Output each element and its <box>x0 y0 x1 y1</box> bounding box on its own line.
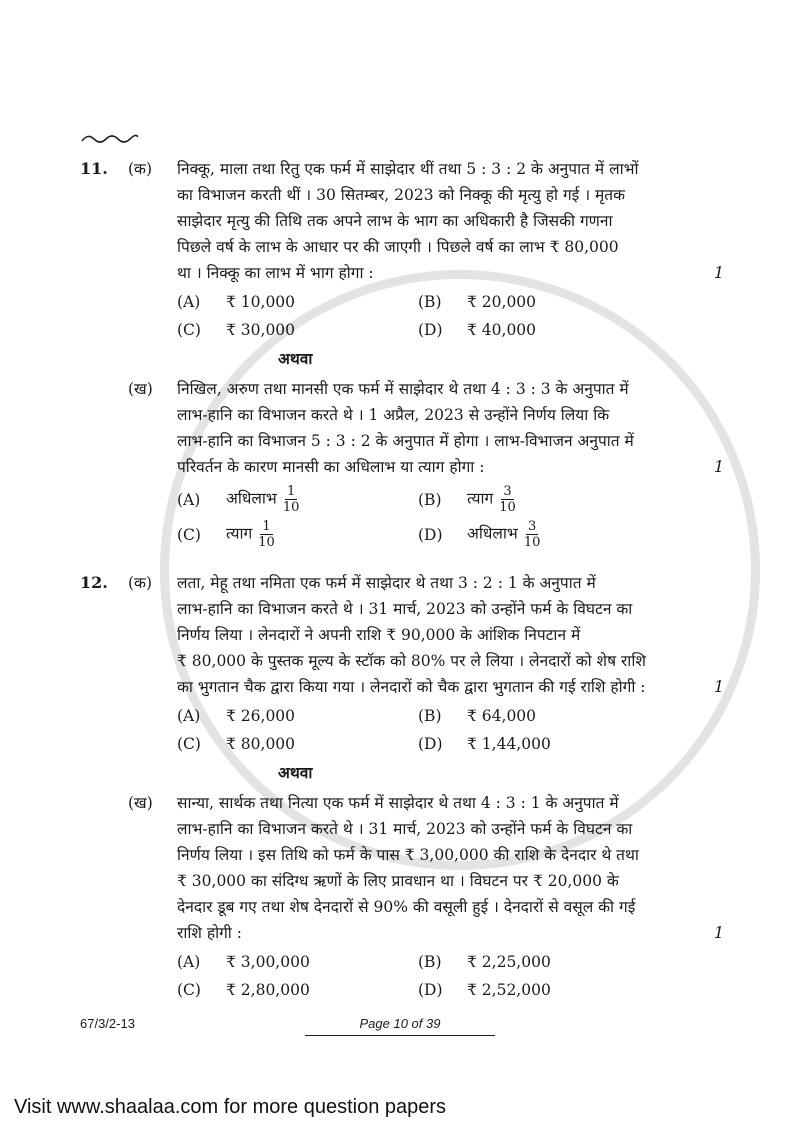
denominator: 10 <box>282 500 300 515</box>
option-label: (A) <box>177 490 201 509</box>
fraction <box>258 519 275 550</box>
denominator: 10 <box>258 535 275 550</box>
options <box>177 290 696 342</box>
option-value: ₹ 2,52,000 <box>467 981 551 999</box>
marks: 1 <box>713 923 724 942</box>
option-label: (B) <box>418 707 442 725</box>
option-b <box>418 950 696 974</box>
part-label: (ख) <box>128 380 153 398</box>
or-divider: अथवा <box>278 763 313 782</box>
option-c <box>177 978 418 1002</box>
option-d <box>418 318 696 342</box>
option-d <box>418 732 696 756</box>
option-value <box>226 519 418 550</box>
paper-code: 67/3/2-13 <box>80 1016 135 1031</box>
or-divider: अथवा <box>278 349 313 368</box>
option-c <box>177 519 418 550</box>
option-c <box>177 318 418 342</box>
text-line: परिवर्तन के कारण मानसी का अधिलाभ या त्याग होगा : <box>177 458 485 476</box>
tilde-decoration-icon <box>80 132 138 146</box>
option-text: त्याग <box>226 524 253 543</box>
option-value: ₹ 1,44,000 <box>467 735 551 753</box>
text-line: का भुगतान चैक द्वारा किया गया । लेनदारों को चैक द्वारा भुगतान की गई राशि होगी : <box>177 678 646 696</box>
text-line: पिछले वर्ष के लाभ के आधार पर की जाएगी । पिछले वर्ष का लाभ ₹ 80,000 <box>177 238 619 256</box>
site-banner-link[interactable]: Visit www.shaalaa.com for more question papers <box>14 1096 447 1118</box>
text-line: निर्णय लिया । लेनदारों ने अपनी राशि ₹ 90,000 के आंशिक निपटान में <box>177 626 581 644</box>
option-text: अधिलाभ <box>467 524 518 543</box>
spacer <box>80 550 730 570</box>
option-label: (D) <box>418 321 443 339</box>
text-line: लाभ-हानि का विभाजन 5 : 3 : 2 के अनुपात में होगा । लाभ-विभाजन अनुपात में <box>177 432 634 450</box>
text-line: लाभ-हानि का विभाजन करते थे । 1 अप्रैल, 2023 से उन्होंने निर्णय लिया कि <box>177 406 610 424</box>
fraction <box>283 484 300 515</box>
option-label: (A) <box>177 707 201 725</box>
text-line: राशि होगी : <box>177 924 242 942</box>
option-value: ₹ 2,80,000 <box>226 981 310 999</box>
option-a <box>177 704 418 728</box>
text-line: निर्णय लिया । इस तिथि को फर्म के पास ₹ 3,00,000 की राशि के देनदार थे तथा <box>177 846 639 864</box>
options <box>177 484 696 550</box>
option-label: (C) <box>177 981 201 999</box>
option-value: ₹ 40,000 <box>467 321 537 339</box>
options <box>177 950 696 1002</box>
text-line: ₹ 30,000 का संदिग्ध ऋणों के लिए प्रावधान था । विघटन पर ₹ 20,000 के <box>177 872 619 890</box>
question-12a <box>80 570 730 756</box>
option-a <box>177 484 418 515</box>
text-line: लाभ-हानि का विभाजन करते थे । 31 मार्च, 2023 को उन्होंने फर्म के विघटन का <box>177 820 633 838</box>
denominator: 10 <box>523 535 541 550</box>
part-label: (क) <box>128 574 152 592</box>
question-12b <box>80 790 730 1002</box>
text-line: लता, मेहू तथा नमिता एक फर्म में साझेदार थे तथा 3 : 2 : 1 के अनुपात में <box>177 574 596 592</box>
option-label: (B) <box>418 490 442 509</box>
option-value <box>467 484 696 515</box>
question-text <box>177 376 696 480</box>
text-line: का विभाजन करती थीं । 30 सितम्बर, 2023 को निक्कू की मृत्यु हो गई । मृतक <box>177 186 626 204</box>
page-number: Page 10 of 39 <box>305 1016 495 1036</box>
part-label: (ख) <box>128 794 153 812</box>
option-label: (C) <box>177 321 201 339</box>
page-footer <box>80 1016 730 1042</box>
denominator: 10 <box>499 500 516 515</box>
question-number: 12. <box>80 573 108 592</box>
marks: 1 <box>713 677 724 696</box>
option-value <box>226 484 418 515</box>
option-label: (C) <box>177 735 201 753</box>
option-text: अधिलाभ <box>226 489 277 508</box>
text-line: सान्या, सार्थक तथा नित्या एक फर्म में साझेदार थे तथा 4 : 3 : 1 के अनुपात में <box>177 794 619 812</box>
option-value: ₹ 10,000 <box>226 293 296 311</box>
part-label: (क) <box>128 160 152 178</box>
option-value: ₹ 30,000 <box>226 321 296 339</box>
option-label: (B) <box>418 953 442 971</box>
option-value: ₹ 3,00,000 <box>226 953 310 971</box>
options <box>177 704 696 756</box>
option-value: ₹ 80,000 <box>226 735 296 753</box>
question-text <box>177 570 696 700</box>
option-b <box>418 484 696 515</box>
option-a <box>177 950 418 974</box>
option-label: (D) <box>418 525 443 544</box>
question-text <box>177 790 696 946</box>
text-line: लाभ-हानि का विभाजन करते थे । 31 मार्च, 2023 को उन्होंने फर्म के विघटन का <box>177 600 633 618</box>
fraction <box>524 519 541 550</box>
option-b <box>418 704 696 728</box>
option-text: त्याग <box>467 489 494 508</box>
numerator: 3 <box>503 484 512 499</box>
fraction <box>499 484 516 515</box>
text-line: निक्कू, माला तथा रितु एक फर्म में साझेदार थीं तथा 5 : 3 : 2 के अनुपात में लाभों <box>177 160 639 178</box>
option-value <box>467 519 696 550</box>
question-text <box>177 156 696 286</box>
text-line: ₹ 80,000 के पुस्तक मूल्य के स्टॉक को 80% पर ले लिया । लेनदारों को शेष राशि <box>177 652 646 670</box>
option-label: (A) <box>177 293 201 311</box>
numerator: 1 <box>286 484 296 499</box>
option-value: ₹ 26,000 <box>226 707 296 725</box>
marks: 1 <box>713 457 724 476</box>
numerator: 1 <box>262 519 271 534</box>
option-c <box>177 732 418 756</box>
question-11b <box>80 376 730 550</box>
option-value: ₹ 64,000 <box>467 707 537 725</box>
option-label: (C) <box>177 525 201 544</box>
option-a <box>177 290 418 314</box>
option-d <box>418 519 696 550</box>
option-label: (D) <box>418 981 443 999</box>
numerator: 3 <box>527 519 537 534</box>
option-label: (D) <box>418 735 443 753</box>
question-11a <box>80 156 730 342</box>
text-line: था । निक्कू का लाभ में भाग होगा : <box>177 264 374 282</box>
option-value: ₹ 20,000 <box>467 293 537 311</box>
marks: 1 <box>713 263 724 282</box>
option-d <box>418 978 696 1002</box>
question-number: 11. <box>80 159 108 178</box>
option-b <box>418 290 696 314</box>
text-line: निखिल, अरुण तथा मानसी एक फर्म में साझेदार थे तथा 4 : 3 : 3 के अनुपात में <box>177 380 629 398</box>
text-line: साझेदार मृत्यु की तिथि तक अपने लाभ के भाग का अधिकारी है जिसकी गणना <box>177 212 613 230</box>
option-label: (B) <box>418 293 442 311</box>
option-label: (A) <box>177 953 201 971</box>
text-line: देनदार डूब गए तथा शेष देनदारों से 90% की वसूली हुई । देनदारों से वसूल की गई <box>177 898 636 916</box>
option-value: ₹ 2,25,000 <box>467 953 551 971</box>
